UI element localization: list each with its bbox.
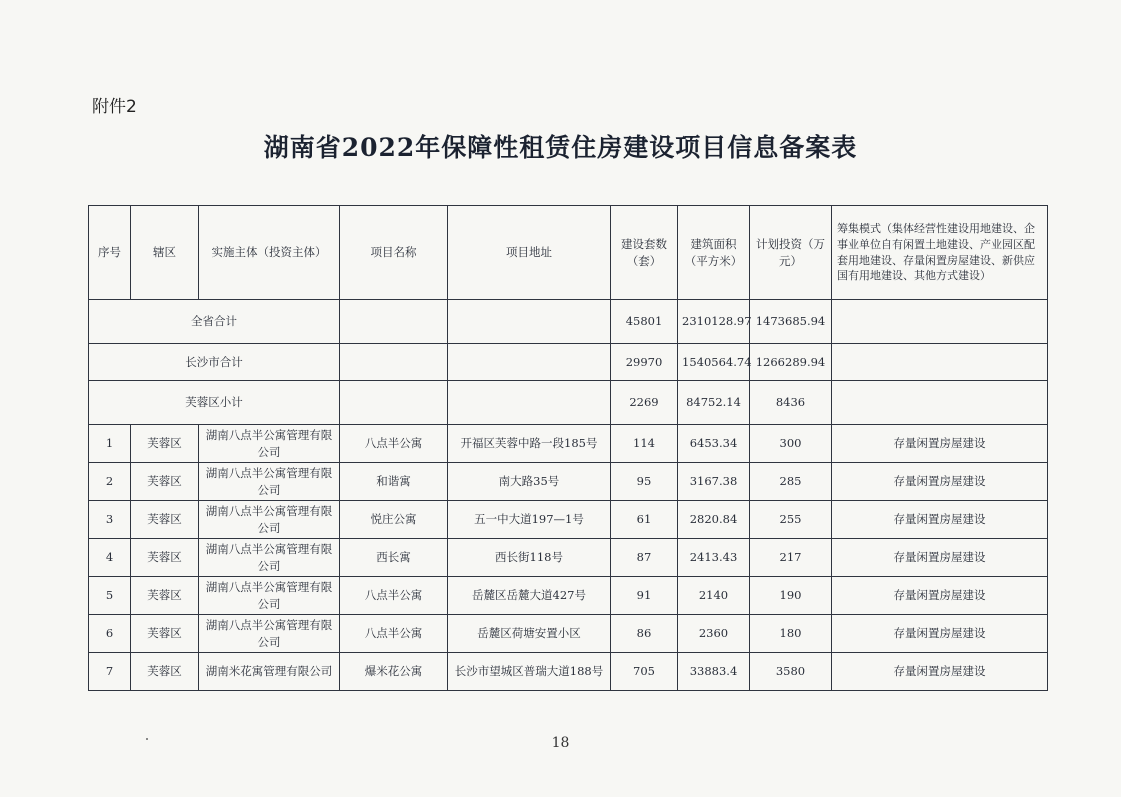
row-address: 南大路35号 — [448, 463, 611, 501]
district-subtotal-label: 芙蓉区小计 — [89, 381, 340, 425]
empty-cell — [832, 300, 1048, 344]
row-district: 芙蓉区 — [131, 653, 199, 691]
header-seq: 序号 — [89, 206, 131, 300]
row-units: 87 — [611, 539, 678, 577]
row-entity: 湖南八点半公寓管理有限公司 — [199, 539, 340, 577]
row-area: 2413.43 — [678, 539, 750, 577]
page-number: 18 — [551, 735, 570, 751]
row-address: 岳麓区荷塘安置小区 — [448, 615, 611, 653]
row-units: 114 — [611, 425, 678, 463]
empty-cell — [340, 381, 448, 425]
row-address: 五一中大道197—1号 — [448, 501, 611, 539]
table-row — [89, 539, 1048, 577]
row-investment: 217 — [750, 539, 832, 577]
header-address: 项目地址 — [448, 206, 611, 300]
table-row — [89, 615, 1048, 653]
row-investment: 190 — [750, 577, 832, 615]
empty-cell — [448, 381, 611, 425]
row-entity: 湖南八点半公寓管理有限公司 — [199, 425, 340, 463]
row-project-name: 西长寓 — [340, 539, 448, 577]
row-mode: 存量闲置房屋建设 — [832, 577, 1048, 615]
row-mode: 存量闲置房屋建设 — [832, 653, 1048, 691]
province-investment: 1473685.94 — [750, 300, 832, 344]
row-mode: 存量闲置房屋建设 — [832, 615, 1048, 653]
attachment-label: 附件2 — [92, 97, 137, 117]
row-entity: 湖南八点半公寓管理有限公司 — [199, 463, 340, 501]
row-address: 西长街118号 — [448, 539, 611, 577]
row-investment: 180 — [750, 615, 832, 653]
city-total-row — [89, 344, 1048, 381]
row-project-name: 八点半公寓 — [340, 615, 448, 653]
district-area: 84752.14 — [678, 381, 750, 425]
empty-cell — [448, 344, 611, 381]
row-project-name: 悦庄公寓 — [340, 501, 448, 539]
project-table — [88, 205, 1048, 691]
row-seq: 7 — [89, 653, 131, 691]
header-district: 辖区 — [131, 206, 199, 300]
row-seq: 6 — [89, 615, 131, 653]
district-investment: 8436 — [750, 381, 832, 425]
row-address: 长沙市望城区普瑞大道188号 — [448, 653, 611, 691]
header-entity: 实施主体（投资主体） — [199, 206, 340, 300]
row-area: 33883.4 — [678, 653, 750, 691]
empty-cell — [832, 381, 1048, 425]
province-area: 2310128.97 — [678, 300, 750, 344]
row-area: 2360 — [678, 615, 750, 653]
row-address: 开福区芙蓉中路一段185号 — [448, 425, 611, 463]
row-seq: 2 — [89, 463, 131, 501]
table-row — [89, 463, 1048, 501]
row-district: 芙蓉区 — [131, 425, 199, 463]
row-district: 芙蓉区 — [131, 463, 199, 501]
header-row — [89, 206, 1048, 300]
row-units: 86 — [611, 615, 678, 653]
row-investment: 3580 — [750, 653, 832, 691]
table-row — [89, 425, 1048, 463]
row-entity: 湖南八点半公寓管理有限公司 — [199, 615, 340, 653]
table-row — [89, 501, 1048, 539]
row-investment: 300 — [750, 425, 832, 463]
row-area: 2140 — [678, 577, 750, 615]
row-mode: 存量闲置房屋建设 — [832, 539, 1048, 577]
row-area: 3167.38 — [678, 463, 750, 501]
row-units: 705 — [611, 653, 678, 691]
row-mode: 存量闲置房屋建设 — [832, 501, 1048, 539]
row-seq: 1 — [89, 425, 131, 463]
row-units: 61 — [611, 501, 678, 539]
empty-cell — [340, 300, 448, 344]
row-units: 91 — [611, 577, 678, 615]
row-mode: 存量闲置房屋建设 — [832, 425, 1048, 463]
city-total-label: 长沙市合计 — [89, 344, 340, 381]
row-mode: 存量闲置房屋建设 — [832, 463, 1048, 501]
district-subtotal-row — [89, 381, 1048, 425]
row-investment: 255 — [750, 501, 832, 539]
row-entity: 湖南米花寓管理有限公司 — [199, 653, 340, 691]
row-seq: 3 — [89, 501, 131, 539]
city-investment: 1266289.94 — [750, 344, 832, 381]
row-project-name: 爆米花公寓 — [340, 653, 448, 691]
header-project-name: 项目名称 — [340, 206, 448, 300]
header-units: 建设套数（套） — [611, 206, 678, 300]
row-area: 6453.34 — [678, 425, 750, 463]
header-mode: 筹集模式（集体经营性建设用地建设、企事业单位自有闲置土地建设、产业园区配套用地建设、存量闲置房屋建设、新供应国有用地建设、其他方式建设） — [832, 206, 1048, 300]
row-project-name: 八点半公寓 — [340, 425, 448, 463]
row-project-name: 和谐寓 — [340, 463, 448, 501]
row-project-name: 八点半公寓 — [340, 577, 448, 615]
row-entity: 湖南八点半公寓管理有限公司 — [199, 501, 340, 539]
city-units: 29970 — [611, 344, 678, 381]
district-units: 2269 — [611, 381, 678, 425]
province-total-row — [89, 300, 1048, 344]
row-entity: 湖南八点半公寓管理有限公司 — [199, 577, 340, 615]
empty-cell — [832, 344, 1048, 381]
empty-cell — [448, 300, 611, 344]
row-seq: 5 — [89, 577, 131, 615]
city-area: 1540564.74 — [678, 344, 750, 381]
row-district: 芙蓉区 — [131, 615, 199, 653]
row-area: 2820.84 — [678, 501, 750, 539]
province-total-label: 全省合计 — [89, 300, 340, 344]
header-area: 建筑面积（平方米） — [678, 206, 750, 300]
header-investment: 计划投资（万元） — [750, 206, 832, 300]
province-units: 45801 — [611, 300, 678, 344]
empty-cell — [340, 344, 448, 381]
row-investment: 285 — [750, 463, 832, 501]
row-district: 芙蓉区 — [131, 577, 199, 615]
table-row — [89, 653, 1048, 691]
page-title: 湖南省2022年保障性租赁住房建设项目信息备案表 — [263, 133, 858, 162]
row-district: 芙蓉区 — [131, 501, 199, 539]
row-address: 岳麓区岳麓大道427号 — [448, 577, 611, 615]
row-units: 95 — [611, 463, 678, 501]
table-row — [89, 577, 1048, 615]
row-seq: 4 — [89, 539, 131, 577]
row-district: 芙蓉区 — [131, 539, 199, 577]
